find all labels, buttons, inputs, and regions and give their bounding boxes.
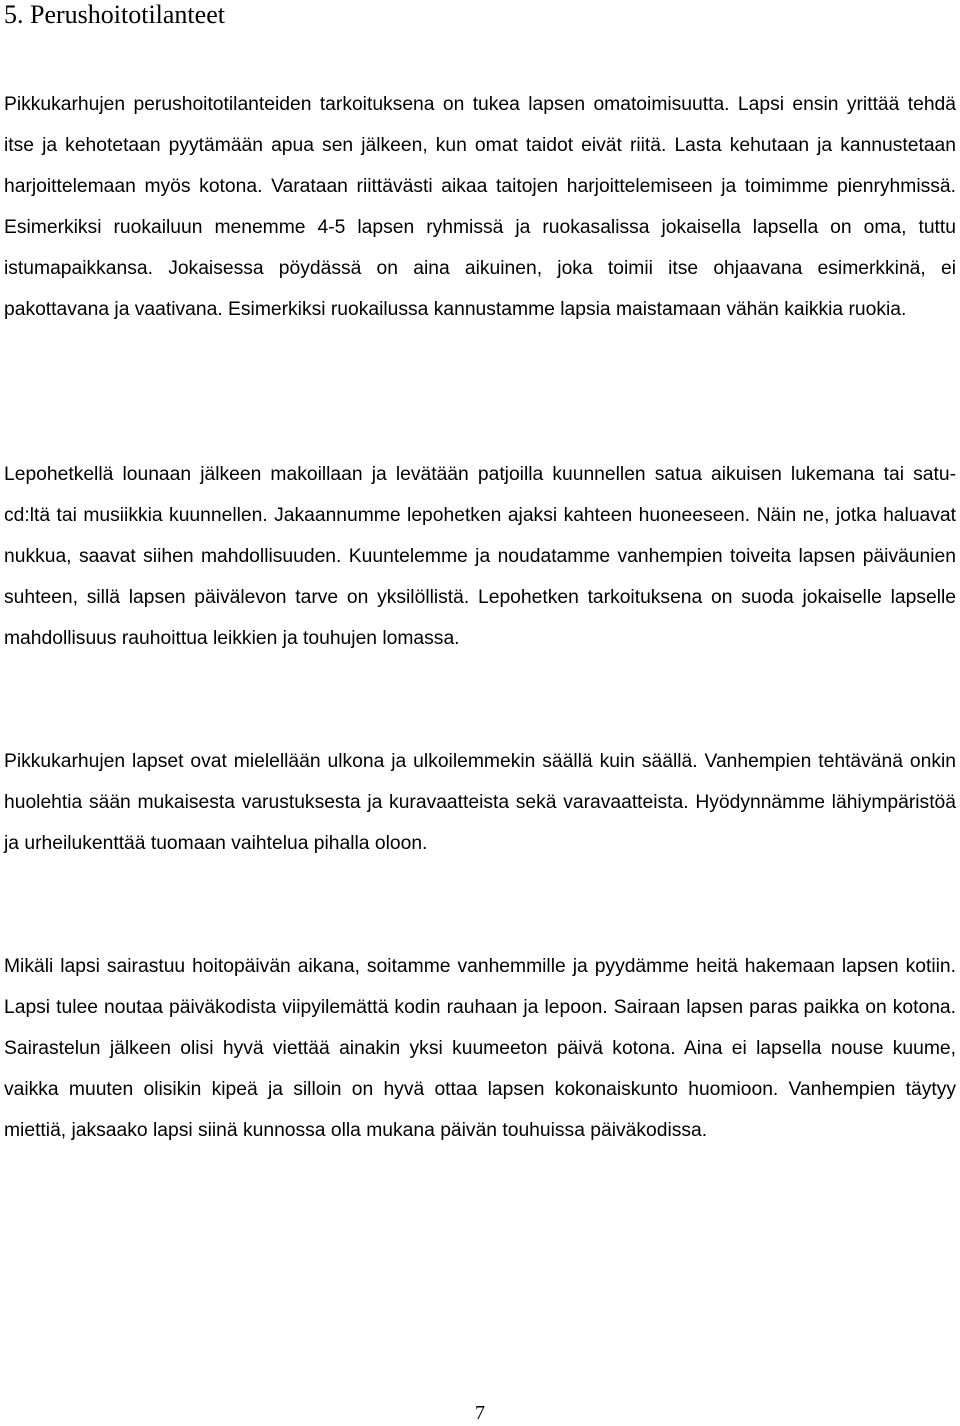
paragraph-illness: Mikäli lapsi sairastuu hoitopäivän aikana, soitamme vanhemmille ja pyydämme heitä hakemaan lapsen kotiin. Lapsi tulee noutaa päiväkodista viipyilemättä kodin rauhaan ja lepoon. Sairaan lapsen paras paikka on kotona. Sairastelun jälkeen olisi hyvä viettää ainakin yksi kuumeeton päivä kotona. Aina ei lapsella nouse kuume, vaikka muuten olisikin kipeä ja silloin on hyvä ottaa lapsen kokonaiskunto huomioon. Vanhempien täytyy miettiä, jaksaako lapsi siinä kunnossa olla mukana päivän touhuissa päiväkodissa.	[4, 956, 956, 1141]
page-number: 7	[475, 1402, 485, 1424]
paragraph-outdoor: Pikkukarhujen lapset ovat mielellään ulkona ja ulkoilemmekin säällä kuin säällä. Vanhempien tehtävänä onkin huolehtia sään mukaisesta varustuksesta ja kuravaatteista sekä varavaatteista. Hyödynnämme lähiympäristöä ja urheilukenttää tuomaan vaihtelua pihalla oloon.	[4, 751, 956, 854]
paragraph-self-care: Pikkukarhujen perushoitotilanteiden tarkoituksena on tukea lapsen omatoimisuutta. Lapsi ensin yrittää tehdä itse ja kehotetaan pyytämään apua sen jälkeen, kun omat taidot eivät riitä. Lasta kehutaan ja kannustetaan harjoittelemaan myös kotona. Varataan riittävästi aikaa taitojen harjoittelemiseen ja toimimme pienryhmissä. Esimerkiksi ruokailuun menemme 4-5 lapsen ryhmissä ja ruokasalissa jokaisella lapsella on oma, tuttu istumapaikkansa. Jokaisessa pöydässä on aina aikuinen, joka toimii itse ohjaavana esimerkkinä, ei pakottavana ja vaativana. Esimerkiksi ruokailussa kannustamme lapsia maistamaan vähän kaikkia ruokia.	[4, 94, 956, 320]
section-heading: 5. Perushoitotilanteet	[4, 0, 225, 29]
paragraph-rest-time: Lepohetkellä lounaan jälkeen makoillaan ja levätään patjoilla kuunnellen satua aikuisen lukemana tai satu-cd:ltä tai musiikkia kuunnellen. Jakaannumme lepohetken ajaksi kahteen huoneeseen. Näin ne, jotka haluavat nukkua, saavat siihen mahdollisuuden. Kuuntelemme ja noudatamme vanhempien toiveita lapsen päiväunien suhteen, sillä lapsen päivälevon tarve on yksilöllistä. Lepohetken tarkoituksena on suoda jokaiselle lapselle mahdollisuus rauhoittua leikkien ja touhujen lomassa.	[4, 464, 956, 649]
